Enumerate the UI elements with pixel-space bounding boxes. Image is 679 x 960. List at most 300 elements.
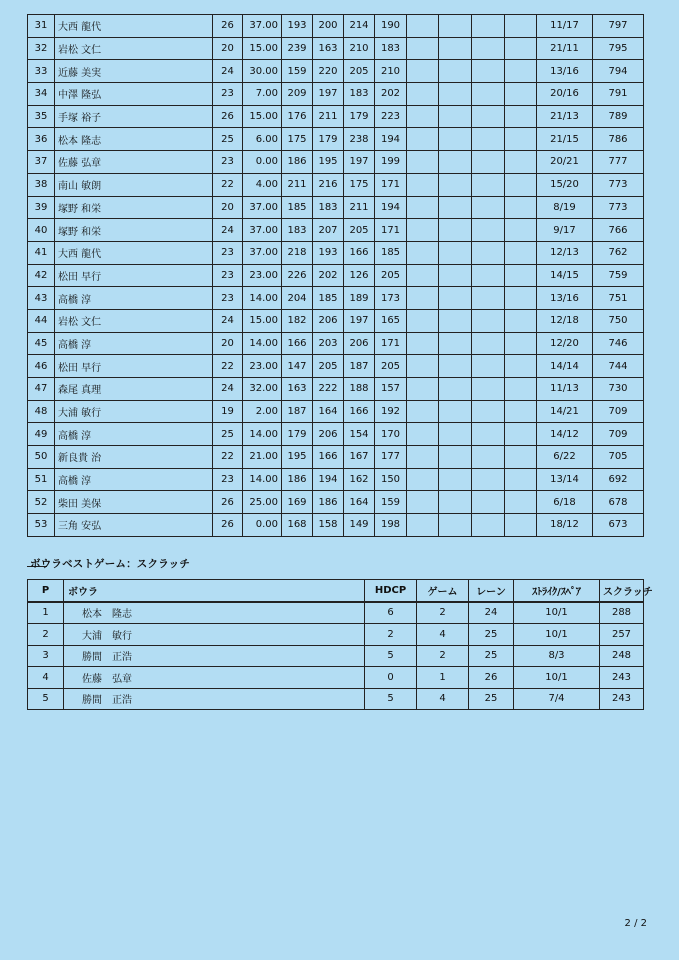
bowler-name-cell: 高橋 淳 [55,287,213,310]
game2-cell: 164 [313,400,344,423]
game3-cell: 205 [344,219,375,242]
game4-cell: 150 [375,468,407,491]
header-strike-spare: ｽﾄﾗｲｸ/ｽﾍﾟｱ [514,580,600,602]
game4-cell: 171 [375,332,407,355]
game4-cell: 185 [375,241,407,264]
game4-cell: 190 [375,15,407,38]
hdcp-cell: 26 [213,491,243,514]
rank-cell: 43 [28,287,55,310]
rank-cell: 46 [28,355,55,378]
avg-cell: 14.00 [243,332,282,355]
hdcp-cell: 20 [213,37,243,60]
game1-cell: 159 [282,60,313,83]
hdcp-cell: 26 [213,105,243,128]
blank-cell [439,128,472,151]
avg-cell: 37.00 [243,196,282,219]
total-cell: 746 [593,332,644,355]
avg-cell: 21.00 [243,446,282,469]
blank-cell [472,355,505,378]
best-game-row [28,645,644,667]
game4-cell: 223 [375,105,407,128]
avg-cell: 2.00 [243,400,282,423]
bowler-name-cell: 大西 龍代 [55,15,213,38]
game3-cell: 164 [344,491,375,514]
game1-cell: 218 [282,241,313,264]
blank-cell [505,491,537,514]
bowler-name-cell: 中澤 隆弘 [55,83,213,106]
hdcp-cell: 25 [213,128,243,151]
game2-cell: 211 [313,105,344,128]
bowler-name-cell: 勝間 正浩 [64,688,365,710]
avg-cell: 37.00 [243,241,282,264]
lane-cell: 25 [469,624,514,646]
game2-cell: 202 [313,264,344,287]
game1-cell: 193 [282,15,313,38]
bowler-name-cell: 新良貴 治 [55,446,213,469]
hdcp-cell: 24 [213,309,243,332]
avg-cell: 14.00 [243,287,282,310]
game4-cell: 157 [375,378,407,401]
avg-cell: 14.00 [243,423,282,446]
blank-cell [407,128,439,151]
blank-cell [407,423,439,446]
game3-cell: 166 [344,400,375,423]
blank-cell [472,83,505,106]
total-cell: 709 [593,423,644,446]
hdcp-cell: 5 [365,645,417,667]
game1-cell: 176 [282,105,313,128]
blank-cell [407,105,439,128]
bowler-name-cell: 近藤 美実 [55,60,213,83]
game2-cell: 185 [313,287,344,310]
page-number: 2 / 2 [624,918,647,929]
bowler-name-cell: 佐藤 弘章 [55,151,213,174]
game1-cell: 182 [282,309,313,332]
bowler-name-cell: 手塚 裕子 [55,105,213,128]
blank-cell [439,446,472,469]
bowler-name-cell: 大浦 敏行 [64,624,365,646]
avg-cell: 37.00 [243,219,282,242]
game2-cell: 158 [313,514,344,537]
header-game: ゲーム [417,580,469,602]
blank-cell [439,151,472,174]
strike-spare-cell: 8/3 [514,645,600,667]
blank-cell [472,105,505,128]
game2-cell: 206 [313,309,344,332]
game4-cell: 183 [375,37,407,60]
bowler-name-cell: 高橋 淳 [55,332,213,355]
best-game-row [28,688,644,710]
blank-cell [472,60,505,83]
blank-cell [439,196,472,219]
hdcp-cell: 24 [213,378,243,401]
blank-cell [505,60,537,83]
game3-cell: 149 [344,514,375,537]
strike-spare-cell: 13/16 [537,60,593,83]
avg-cell: 23.00 [243,355,282,378]
avg-cell: 37.00 [243,15,282,38]
ranking-row [28,514,644,537]
rank-cell: 34 [28,83,55,106]
ranking-row [28,287,644,310]
blank-cell [407,400,439,423]
header-position: P [28,580,64,602]
rank-cell: 35 [28,105,55,128]
hdcp-cell: 0 [365,667,417,689]
bowler-name-cell: 南山 敏朗 [55,173,213,196]
game2-cell: 206 [313,423,344,446]
ranking-row [28,355,644,378]
ranking-row [28,264,644,287]
hdcp-cell: 6 [365,602,417,624]
blank-cell [439,173,472,196]
position-cell: 3 [28,645,64,667]
hdcp-cell: 20 [213,196,243,219]
strike-spare-cell: 12/18 [537,309,593,332]
game3-cell: 175 [344,173,375,196]
blank-cell [439,287,472,310]
blank-cell [505,332,537,355]
ranking-row [28,332,644,355]
strike-spare-cell: 6/22 [537,446,593,469]
game4-cell: 210 [375,60,407,83]
blank-cell [472,196,505,219]
game1-cell: 187 [282,400,313,423]
strike-spare-cell: 15/20 [537,173,593,196]
game4-cell: 205 [375,355,407,378]
rank-cell: 50 [28,446,55,469]
game3-cell: 214 [344,15,375,38]
blank-cell [505,264,537,287]
game3-cell: 167 [344,446,375,469]
game-cell: 4 [417,624,469,646]
ranking-row [28,105,644,128]
total-cell: 730 [593,378,644,401]
game1-cell: 195 [282,446,313,469]
hdcp-cell: 23 [213,287,243,310]
bowler-name-cell: 松本 隆志 [64,602,365,624]
total-cell: 705 [593,446,644,469]
game4-cell: 170 [375,423,407,446]
game3-cell: 162 [344,468,375,491]
game3-cell: 211 [344,196,375,219]
hdcp-cell: 2 [365,624,417,646]
ranking-row [28,309,644,332]
hdcp-cell: 23 [213,264,243,287]
blank-cell [407,468,439,491]
blank-cell [439,37,472,60]
scratch-cell: 257 [600,624,644,646]
scratch-cell: 243 [600,667,644,689]
blank-cell [505,514,537,537]
game2-cell: 193 [313,241,344,264]
strike-spare-cell: 12/20 [537,332,593,355]
blank-cell [439,468,472,491]
blank-cell [505,128,537,151]
ranking-row [28,196,644,219]
bowler-name-cell: 柴田 美保 [55,491,213,514]
game3-cell: 189 [344,287,375,310]
total-cell: 786 [593,128,644,151]
ranking-row [28,491,644,514]
game1-cell: 179 [282,423,313,446]
blank-cell [472,241,505,264]
game4-cell: 171 [375,219,407,242]
blank-cell [407,151,439,174]
game2-cell: 222 [313,378,344,401]
blank-cell [505,173,537,196]
total-cell: 750 [593,309,644,332]
blank-cell [472,219,505,242]
ranking-row [28,15,644,38]
blank-cell [472,151,505,174]
game3-cell: 206 [344,332,375,355]
blank-cell [505,105,537,128]
best-game-table-body [28,602,644,710]
blank-cell [407,378,439,401]
total-cell: 678 [593,491,644,514]
game1-cell: 169 [282,491,313,514]
ranking-row [28,83,644,106]
best-game-row [28,602,644,624]
blank-cell [439,423,472,446]
game1-cell: 239 [282,37,313,60]
strike-spare-cell: 20/16 [537,83,593,106]
game1-cell: 175 [282,128,313,151]
hdcp-cell: 24 [213,219,243,242]
strike-spare-cell: 21/11 [537,37,593,60]
rank-cell: 47 [28,378,55,401]
game4-cell: 159 [375,491,407,514]
avg-cell: 25.00 [243,491,282,514]
game3-cell: 238 [344,128,375,151]
blank-cell [407,287,439,310]
lane-cell: 25 [469,688,514,710]
blank-cell [439,83,472,106]
strike-spare-cell: 14/15 [537,264,593,287]
blank-cell [472,332,505,355]
rank-cell: 49 [28,423,55,446]
blank-cell [472,309,505,332]
rank-cell: 45 [28,332,55,355]
rank-cell: 39 [28,196,55,219]
game2-cell: 207 [313,219,344,242]
blank-cell [407,37,439,60]
blank-cell [472,128,505,151]
blank-cell [505,196,537,219]
blank-cell [472,173,505,196]
blank-cell [505,37,537,60]
blank-cell [407,309,439,332]
strike-spare-cell: 11/13 [537,378,593,401]
blank-cell [505,446,537,469]
total-cell: 692 [593,468,644,491]
game2-cell: 205 [313,355,344,378]
avg-cell: 32.00 [243,378,282,401]
game2-cell: 179 [313,128,344,151]
bowler-name-cell: 松田 早行 [55,264,213,287]
lane-cell: 25 [469,645,514,667]
strike-spare-cell: 21/15 [537,128,593,151]
game4-cell: 177 [375,446,407,469]
blank-cell [505,241,537,264]
ranking-row [28,400,644,423]
rank-cell: 37 [28,151,55,174]
blank-cell [407,15,439,38]
blank-cell [407,196,439,219]
blank-cell [505,287,537,310]
avg-cell: 15.00 [243,37,282,60]
total-cell: 789 [593,105,644,128]
ranking-row [28,241,644,264]
blank-cell [439,241,472,264]
ranking-row [28,446,644,469]
bowler-name-cell: 森尾 真理 [55,378,213,401]
header-hdcp: HDCP [365,580,417,602]
game-cell: 2 [417,602,469,624]
blank-cell [472,491,505,514]
ranking-row [28,60,644,83]
strike-spare-cell: 14/21 [537,400,593,423]
blank-cell [472,468,505,491]
avg-cell: 6.00 [243,128,282,151]
rank-cell: 31 [28,15,55,38]
strike-spare-cell: 20/21 [537,151,593,174]
blank-cell [472,400,505,423]
rank-cell: 40 [28,219,55,242]
rank-cell: 48 [28,400,55,423]
game4-cell: 205 [375,264,407,287]
game2-cell: 163 [313,37,344,60]
game4-cell: 199 [375,151,407,174]
avg-cell: 0.00 [243,151,282,174]
game2-cell: 195 [313,151,344,174]
rank-cell: 41 [28,241,55,264]
bowler-name-cell: 勝間 正浩 [64,645,365,667]
blank-cell [472,37,505,60]
blank-cell [472,378,505,401]
header-lane: レーン [469,580,514,602]
blank-cell [472,423,505,446]
game4-cell: 165 [375,309,407,332]
scratch-cell: 288 [600,602,644,624]
blank-cell [505,468,537,491]
hdcp-cell: 24 [213,60,243,83]
hdcp-cell: 20 [213,332,243,355]
total-cell: 791 [593,83,644,106]
game2-cell: 216 [313,173,344,196]
scratch-cell: 248 [600,645,644,667]
strike-spare-cell: 14/14 [537,355,593,378]
blank-cell [439,60,472,83]
bowler-name-cell: 大西 龍代 [55,241,213,264]
game-cell: 4 [417,688,469,710]
hdcp-cell: 19 [213,400,243,423]
blank-cell [439,309,472,332]
game3-cell: 197 [344,151,375,174]
game1-cell: 163 [282,378,313,401]
rank-cell: 38 [28,173,55,196]
blank-cell [505,423,537,446]
game3-cell: 197 [344,309,375,332]
blank-cell [472,446,505,469]
strike-spare-cell: 6/18 [537,491,593,514]
game4-cell: 173 [375,287,407,310]
position-cell: 4 [28,667,64,689]
header-scratch: スクラッチ [600,580,644,602]
best-game-row [28,667,644,689]
strike-spare-cell: 21/13 [537,105,593,128]
blank-cell [472,15,505,38]
strike-spare-cell: 13/16 [537,287,593,310]
game2-cell: 197 [313,83,344,106]
rank-cell: 53 [28,514,55,537]
game4-cell: 192 [375,400,407,423]
blank-cell [505,83,537,106]
blank-cell [439,105,472,128]
bowler-name-cell: 大浦 敏行 [55,400,213,423]
total-cell: 751 [593,287,644,310]
blank-cell [407,264,439,287]
ranking-table [27,14,644,537]
game3-cell: 183 [344,83,375,106]
total-cell: 762 [593,241,644,264]
bowler-name-cell: 塚野 和栄 [55,219,213,242]
game1-cell: 186 [282,151,313,174]
best-game-row [28,624,644,646]
avg-cell: 7.00 [243,83,282,106]
avg-cell: 30.00 [243,60,282,83]
blank-cell [472,287,505,310]
best-game-title: ボウラベストゲーム：スクラッチ [30,558,191,570]
strike-spare-cell: 9/17 [537,219,593,242]
game2-cell: 194 [313,468,344,491]
hdcp-cell: 25 [213,423,243,446]
strike-spare-cell: 11/17 [537,15,593,38]
game4-cell: 194 [375,196,407,219]
ranking-row [28,151,644,174]
blank-cell [439,332,472,355]
ranking-row [28,128,644,151]
ranking-row [28,219,644,242]
game3-cell: 205 [344,60,375,83]
hdcp-cell: 26 [213,15,243,38]
best-game-header-row [28,580,644,602]
bowler-name-cell: 松田 早行 [55,355,213,378]
position-cell: 5 [28,688,64,710]
hdcp-cell: 23 [213,241,243,264]
blank-cell [407,219,439,242]
position-cell: 1 [28,602,64,624]
game1-cell: 185 [282,196,313,219]
game2-cell: 220 [313,60,344,83]
header-bowler: ボウラ [64,580,365,602]
bowler-name-cell: 佐藤 弘章 [64,667,365,689]
total-cell: 673 [593,514,644,537]
blank-cell [439,491,472,514]
total-cell: 773 [593,173,644,196]
position-cell: 2 [28,624,64,646]
bowler-name-cell: 高橋 淳 [55,468,213,491]
game1-cell: 166 [282,332,313,355]
hdcp-cell: 22 [213,446,243,469]
blank-cell [439,514,472,537]
game1-cell: 183 [282,219,313,242]
game3-cell: 126 [344,264,375,287]
total-cell: 759 [593,264,644,287]
strike-spare-cell: 14/12 [537,423,593,446]
hdcp-cell: 23 [213,151,243,174]
